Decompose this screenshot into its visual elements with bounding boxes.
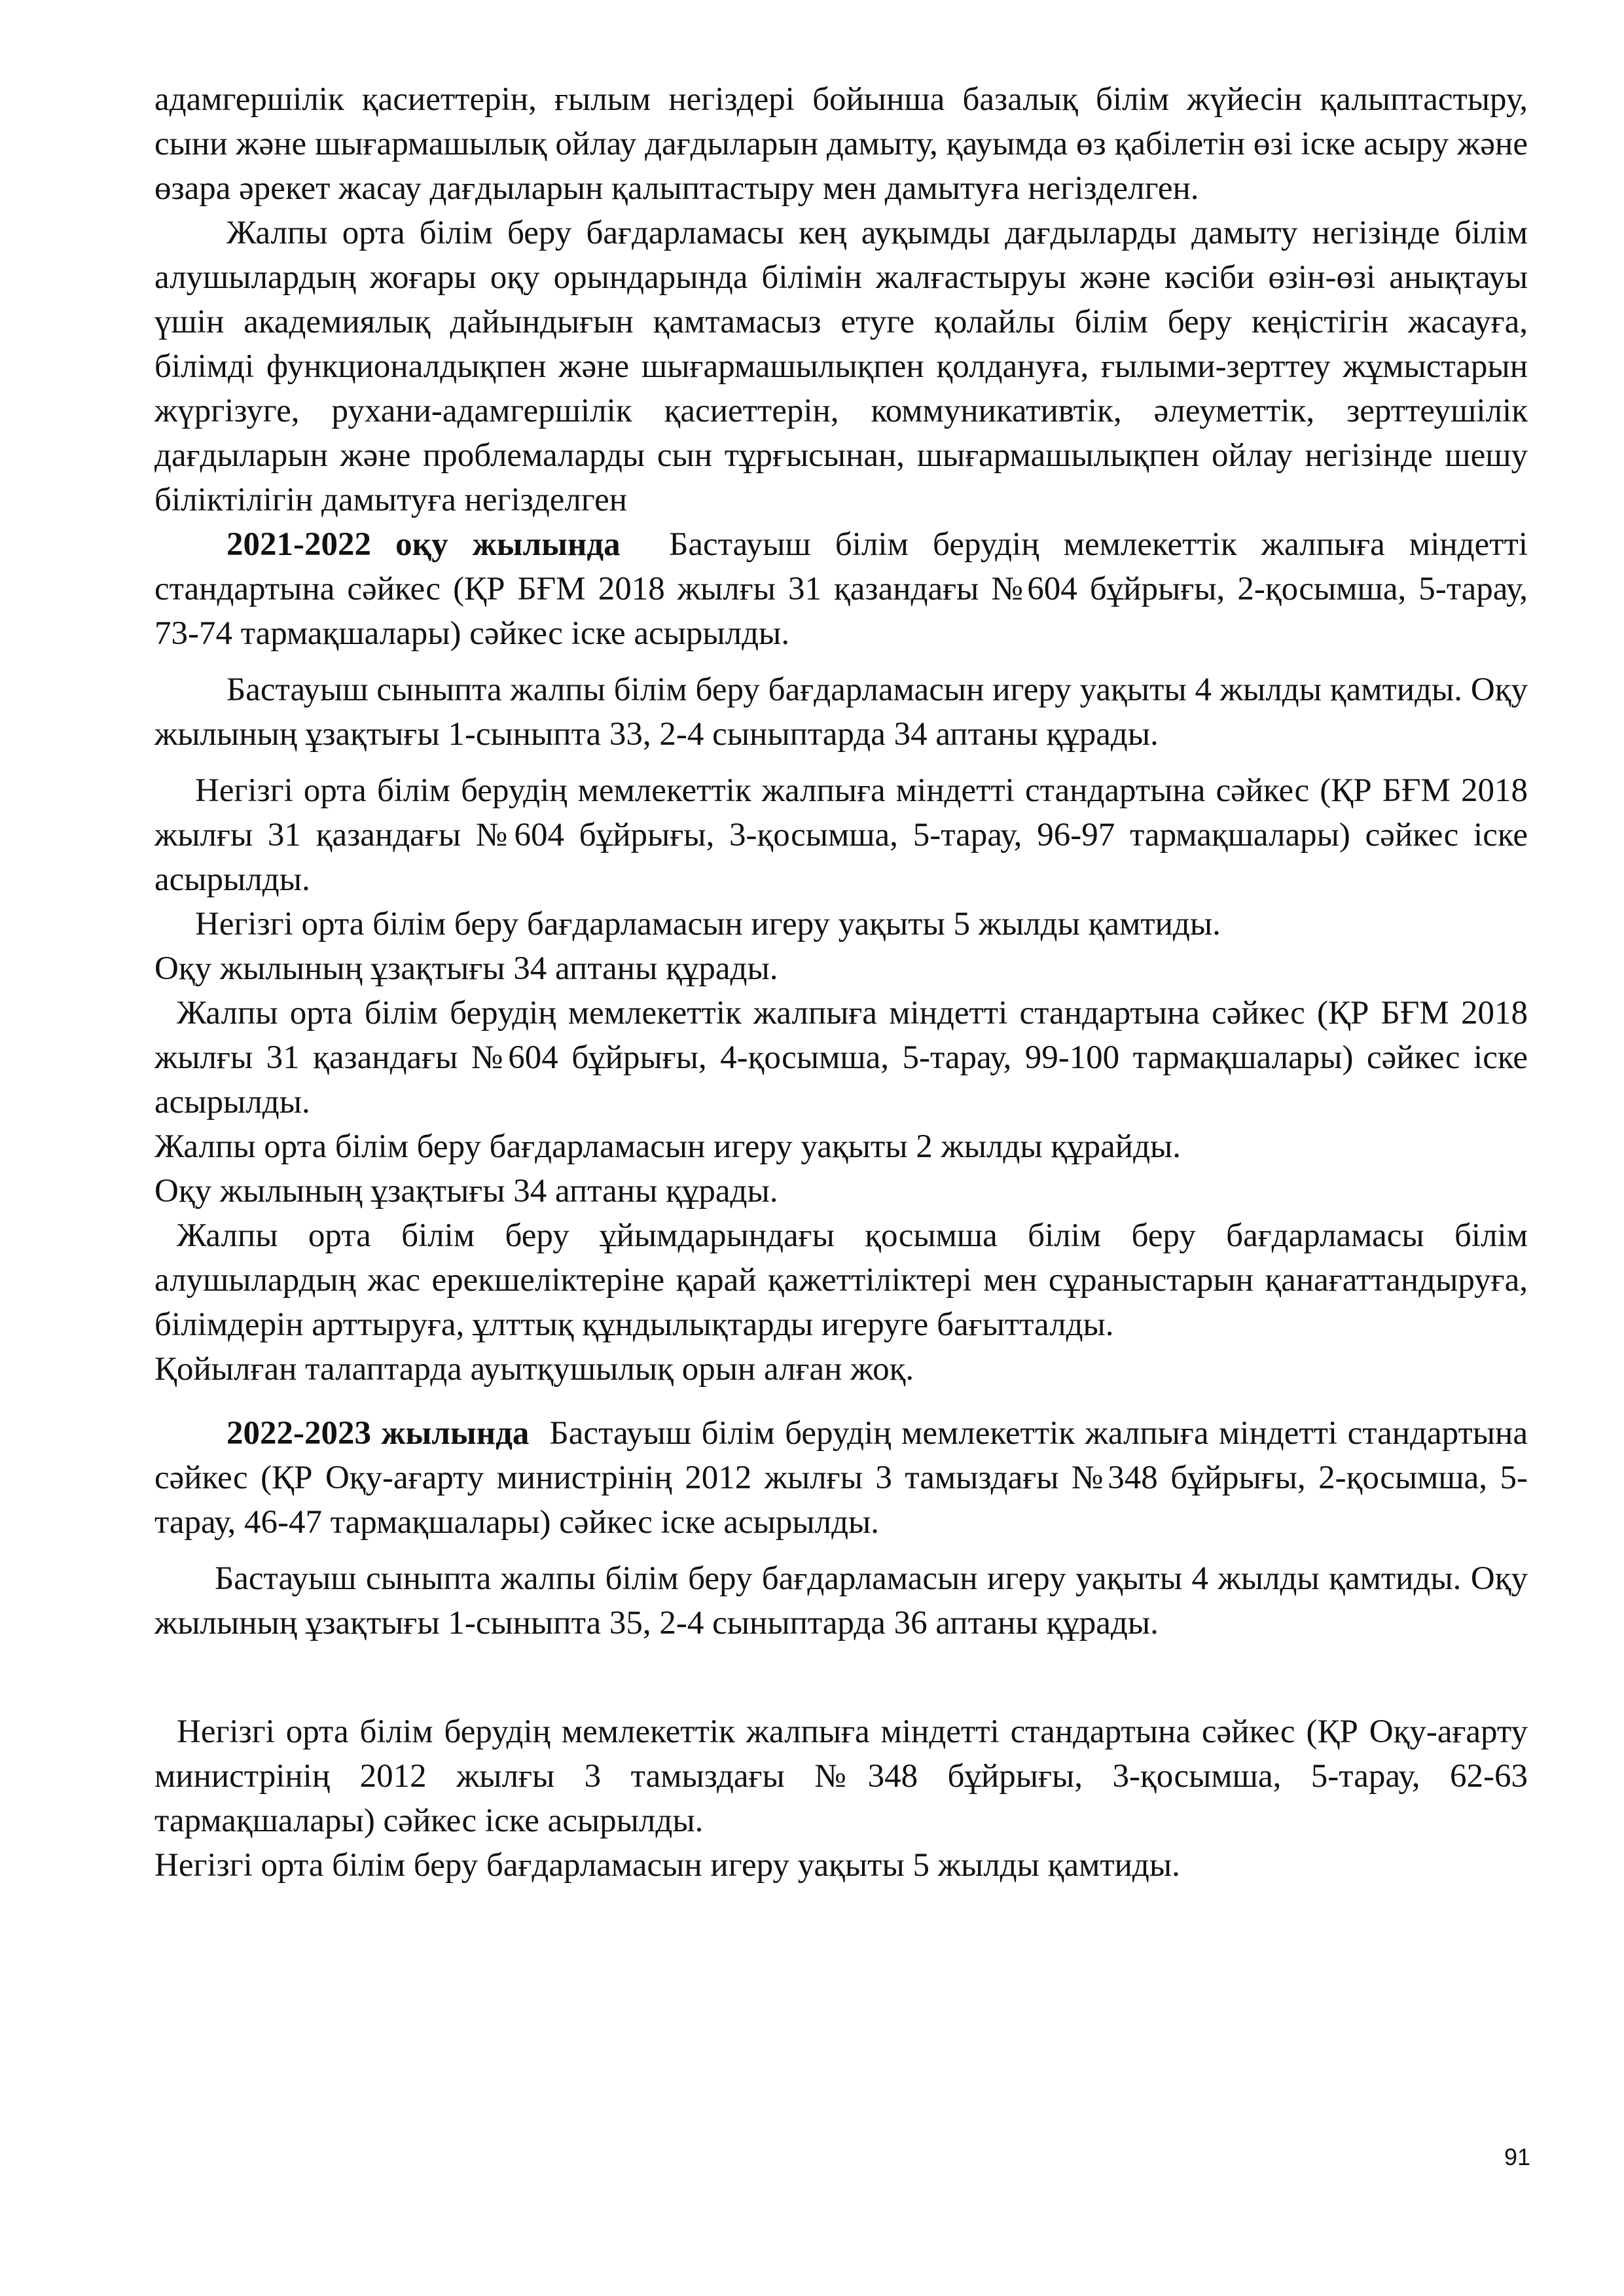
paragraph-2022-2023-primary-standard bbox=[154, 1411, 1528, 1545]
paragraph-additional-education bbox=[154, 1213, 1528, 1347]
paragraph-academic-year-length-basic bbox=[154, 946, 1528, 991]
paragraph-text: Негізгі орта білім беру бағдарламасын игеру уақыты 5 жылды қамтиды. bbox=[195, 906, 1221, 942]
year-heading: 2021-2022 оқу жылында bbox=[226, 526, 621, 563]
paragraph-text: Негізгі орта білім беру бағдарламасын игеру уақыты 5 жылды қамтиды. bbox=[154, 1847, 1180, 1884]
paragraph-academic-year-length-general bbox=[154, 1169, 1528, 1213]
paragraph-primary-duration-2022 bbox=[154, 1556, 1528, 1645]
paragraph-basic-secondary-duration-2022 bbox=[154, 1843, 1528, 1888]
paragraph-text: Бастауыш білім берудің мемлекеттік жалпыға міндетті стандартына сәйкес (ҚР Оқу-ағарту министрінің 2012 жылғы 3 тамыздағы №348 бұйрығы, 2-қосымша, 5-тарау, 46-47 тармақшалары) сәйкес іске асырылды. bbox=[154, 1415, 1528, 1541]
paragraph-basic-secondary-standard-2022 bbox=[154, 1710, 1528, 1843]
paragraph-text: Бастауыш сыныпта жалпы білім беру бағдарламасын игеру уақыты 4 жылды қамтиды. Оқу жылының ұзақтығы 1-сыныпта 33, 2-4 сыныптарда 34 аптаны құрады. bbox=[154, 672, 1528, 753]
paragraph-text: Жалпы орта білім берудің мемлекеттік жалпыға міндетті стандартына сәйкес (ҚР БҒМ 2018 жылғы 31 қазандағы №604 бұйрығы, 4-қосымша, 5-тарау, 99-100 тармақшалары) сәйкес іске асырылды. bbox=[154, 995, 1528, 1121]
paragraph-text: Оқу жылының ұзақтығы 34 аптаны құрады. bbox=[154, 1173, 778, 1210]
paragraph-text: Оқу жылының ұзақтығы 34 аптаны құрады. bbox=[154, 950, 778, 987]
paragraph-text: Жалпы орта білім беру ұйымдарындағы қосымша білім беру бағдарламасы білім алушылардың жас ерекшеліктеріне қарай қажеттіліктері мен сұраныстарын қанағаттандыруға, білімдерін арттыруға, ұлттық құндылықтарды игеруге бағытталды. bbox=[154, 1217, 1528, 1343]
paragraph-text: Қойылған талаптарда ауытқушылық орын алған жоқ. bbox=[154, 1351, 914, 1388]
paragraph-text: адамгершілік қасиеттерін, ғылым негіздері бойынша базалық білім жүйесін қалыптастыру, сыни және шығармашылық ойлау дағдыларын дамыту, қауымда өз қабілетін өзі іске асыру және өзара әрекет жасау дағдыларын қалыптастыру мен дамытуға негізделген. bbox=[154, 81, 1528, 207]
paragraph-general-secondary-duration bbox=[154, 1124, 1528, 1169]
paragraph-text: Негізгі орта білім берудің мемлекеттік жалпыға міндетті стандартына сәйкес (ҚР БҒМ 2018 жылғы 31 қазандағы №604 бұйрығы, 3-қосымша, 5-тарау, 96-97 тармақшалары) сәйкес іске асырылды. bbox=[154, 772, 1528, 898]
paragraph-text: Жалпы орта білім беру бағдарламасы кең ауқымды дағдыларды дамыту негізінде білім алушылардың жоғары оқу орындарында білімін жалғастыруы және кәсіби өзін-өзі анықтауы үшін академиялық дайындығын қамтамасыз етуге қолайлы білім беру кеңістігін жасауға, білімді функционалдықпен және шығармашылықпен қолдануға, ғылыми-зерттеу жұмыстарын жүргізуге, рухани-адамгершілік қасиеттерін, коммуникативтік, әлеуметтік, зерттеушілік дағдыларын және проблемаларды сын тұрғысынан, шығармашылықпен ойлау негізінде шешу біліктілігін дамытуға негізделген bbox=[154, 215, 1528, 518]
year-heading: 2022-2023 жылында bbox=[226, 1415, 530, 1452]
paragraph-basic-secondary-standard-2021 bbox=[154, 768, 1528, 902]
document-body bbox=[154, 77, 1528, 1888]
paragraph-basic-secondary-duration-2021 bbox=[154, 902, 1528, 946]
paragraph-moral-qualities bbox=[154, 77, 1528, 211]
paragraph-2021-2022-primary-standard bbox=[154, 522, 1528, 656]
paragraph-general-secondary-program bbox=[154, 211, 1528, 522]
paragraph-general-secondary-standard-2021 bbox=[154, 991, 1528, 1124]
paragraph-primary-duration-2021 bbox=[154, 668, 1528, 757]
paragraph-text: Негізгі орта білім берудің мемлекеттік жалпыға міндетті стандартына сәйкес (ҚР Оқу-ағарту министрінің 2012 жылғы 3 тамыздағы №348 бұйрығы, 3-қосымша, 5-тарау, 62-63 тармақшалары) сәйкес іске асырылды. bbox=[154, 1713, 1528, 1839]
paragraph-text: Бастауыш сыныпта жалпы білім беру бағдарламасын игеру уақыты 4 жылды қамтиды. Оқу жылының ұзақтығы 1-сыныпта 35, 2-4 сыныптарда 36 аптаны құрады. bbox=[154, 1560, 1528, 1641]
paragraph-text: Бастауыш білім берудің мемлекеттік жалпыға міндетті стандартына сәйкес (ҚР БҒМ 2018 жылғы 31 қазандағы №604 бұйрығы, 2-қосымша, 5-тарау, 73-74 тармақшалары) сәйкес іске асырылды. bbox=[154, 526, 1528, 652]
page-number: 91 bbox=[1504, 2144, 1530, 2170]
paragraph-text: Жалпы орта білім беру бағдарламасын игеру уақыты 2 жылды құрайды. bbox=[154, 1128, 1182, 1165]
paragraph-no-deviations bbox=[154, 1347, 1528, 1391]
